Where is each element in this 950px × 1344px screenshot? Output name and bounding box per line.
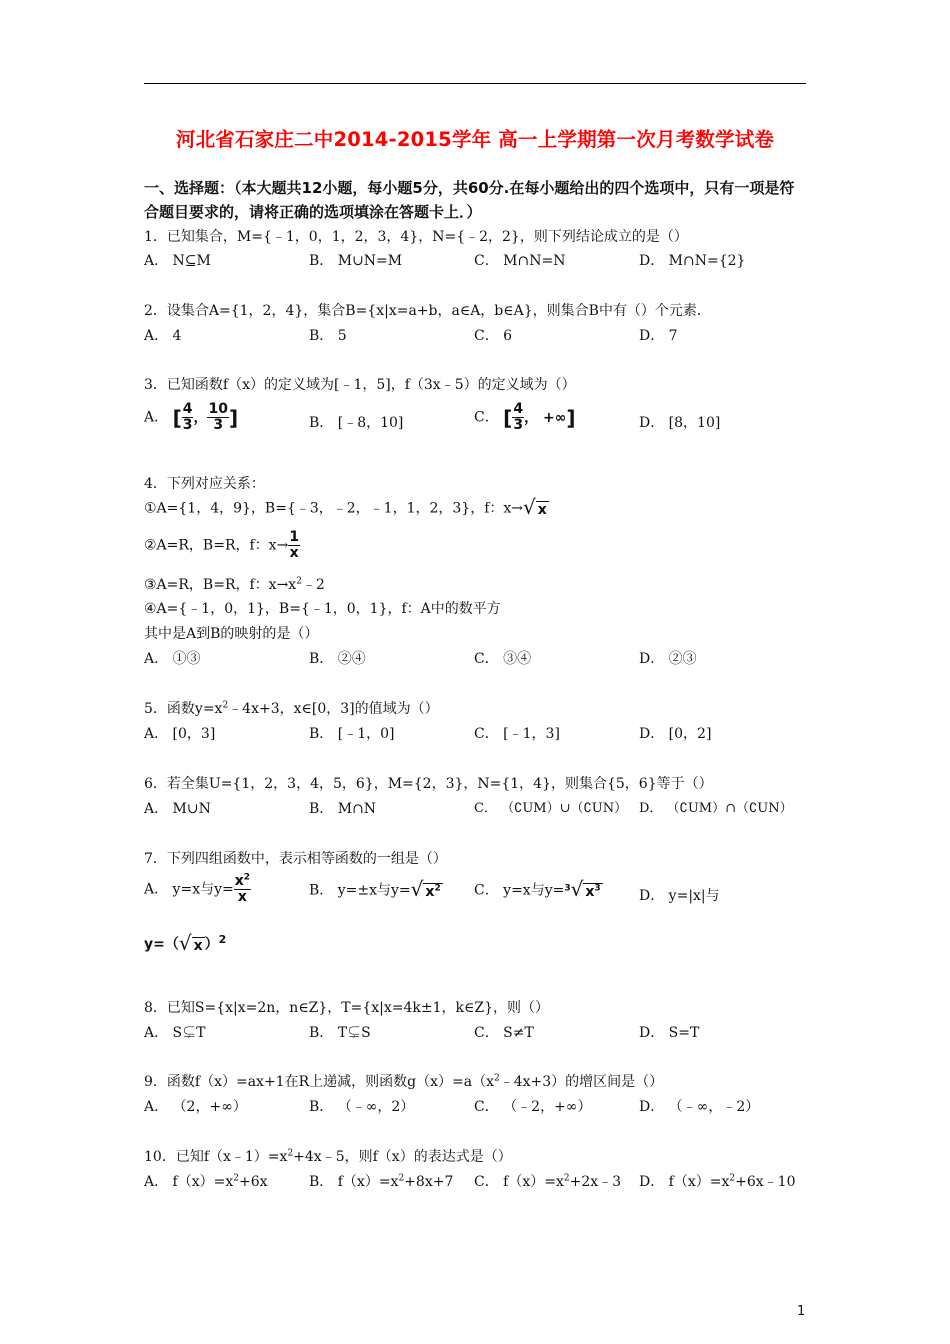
header-rule — [144, 83, 806, 84]
q5-stem: 5．函数$y=x^2﹣4x+3$，x∈[0，3]的值域为（） — [144, 700, 439, 717]
q5-option-c: C． [﹣1，3] — [474, 726, 560, 742]
q4-option-d: D． ②③ — [639, 651, 697, 667]
q7-option-d: D． y=|x|与 — [639, 888, 720, 904]
q5-option-b: B． [﹣1，0] — [309, 726, 395, 742]
q8-stem: 8．已知S={x|x=2n，n∈Z}，T={x|x=4k±1，k∈Z}，则（） — [144, 1000, 550, 1016]
q9-option-c: C． （﹣2，+∞） — [474, 1099, 592, 1115]
q7-option-c: C． y=x与y=$^3$√ $x^3$ — [474, 877, 601, 901]
q8-option-d: D． S=T — [639, 1025, 700, 1041]
sqrt-symbol: √ $x^2$ — [410, 877, 441, 901]
section-heading: 一、选择题：（本大题共12小题，每小题5分，共60分.在每小题给出的四个选项中，只有一项是符合题目要求的，请将正确的选项填涂在答题卡上．） — [144, 179, 795, 221]
q4-stem: 4．下列对应关系： — [144, 476, 265, 492]
q7-option-a-fraction: $\frac{x^2}{x}$ — [234, 872, 251, 905]
q4-item-4: ④A={﹣1，0，1}，B={﹣1，0，1}，f：A中的数平方 — [144, 601, 501, 617]
q10-option-c: C． $f(x)=x^2+2x﹣3$ — [474, 1173, 622, 1190]
q9-option-d: D． （﹣∞，﹣2） — [639, 1099, 760, 1115]
page-title: 河北省石家庄二中2014-2015学年 高一上学期第一次月考数学试卷 — [175, 128, 775, 151]
q2-stem: 2．设集合A={1，2，4}，集合B={x|x=a+b，a∈A，b∈A}，则集合B中有（）个元素． — [144, 303, 711, 319]
q7-option-a: A． y=x与y= $\frac{x^2}{x}$ — [144, 872, 251, 905]
q5-option-a: A． [0，3] — [144, 726, 216, 742]
q2-option-d: D． 7 — [639, 328, 678, 344]
q3-stem: 3．已知函数f（x）的定义域为[﹣1，5]，f（3x﹣5）的定义域为（） — [144, 377, 576, 393]
q4-option-b: B． ②④ — [309, 651, 366, 667]
q3-option-a: A． [ $\frac{4}{3}$ ， $\frac{10}{3}$ ] — [144, 401, 239, 433]
q1-stem: 1．已知集合，M={﹣1，0，1，2，3，4}，N={﹣2，2}，则下列结论成立的是（） — [144, 229, 688, 245]
q10-option-a: A． $f(x)=x^2+6x$ — [144, 1173, 268, 1190]
q1-option-c: C． M∩N=N — [474, 253, 566, 269]
q9-option-a: A． （2，+∞） — [144, 1099, 247, 1115]
q6-option-c: C． （∁UM）∪（∁UN） — [474, 801, 628, 816]
q5-option-d: D． [0，2] — [639, 726, 712, 742]
q1-option-b: B． M∪N=M — [309, 253, 403, 269]
q10-option-d: D． $f(x)=x^2+6x﹣10$ — [639, 1173, 796, 1190]
q4-option-a: A． ①③ — [144, 651, 201, 667]
q9-option-b: B． （﹣∞，2） — [309, 1099, 415, 1115]
q4-option-c: C． ③④ — [474, 651, 532, 667]
q9-stem: 9．函数f（x）=ax+1在R上递减，则函数$g(x)=a(x^2﹣4x+3)$的增区间是（） — [144, 1073, 664, 1090]
q4-ask: 其中是A到B的映射的是（） — [144, 626, 319, 642]
q7-option-d-formula: y=（√ x ）$^2$ — [144, 931, 227, 955]
q10-stem: 10．已知$f(x﹣1)=x^2+4x﹣5$，则f（x）的表达式是（） — [144, 1148, 512, 1165]
sqrt-symbol: √ x — [178, 931, 203, 955]
q2-option-a: A． 4 — [144, 328, 182, 344]
q4-fraction: $\frac{1}{x}$ — [289, 529, 300, 561]
q4-item-3: ③A=R，B=R，f：$x\to x^2﹣2$ — [144, 576, 325, 593]
cube-root-symbol: $^3$√ $x^3$ — [564, 877, 601, 901]
q7-option-b: B． y=±x与y=√ $x^2$ — [309, 877, 441, 901]
q7-stem: 7．下列四组函数中，表示相等函数的一组是（） — [144, 851, 447, 867]
q3-option-b: B． [﹣8，10] — [309, 415, 404, 431]
q8-option-b: B． T⊊S — [309, 1025, 371, 1041]
q4-item-2: ②A=R，B=R，f：x→ $\frac{1}{x}$ — [144, 529, 300, 561]
q3-option-c: C． [ $\frac{4}{3}$ ， +∞] — [474, 401, 576, 433]
q1-option-a: A． N⊆M — [144, 253, 211, 269]
q4-item-1: ①A={1，4，9}，B={﹣3，﹣2，﹣1，1，2，3}，f：x→√ x — [144, 495, 547, 519]
q8-option-c: C． S≠T — [474, 1025, 534, 1041]
q2-option-b: B． 5 — [309, 328, 347, 344]
q6-option-a: A． M∪N — [144, 801, 211, 817]
q2-option-c: C． 6 — [474, 328, 513, 344]
q3-option-c-formula: [ $\frac{4}{3}$ ， +∞] — [503, 401, 576, 433]
q8-option-a: A． S⊊T — [144, 1025, 206, 1041]
sqrt-symbol: √ x — [523, 495, 547, 519]
page-number: 1 — [797, 1304, 806, 1319]
q6-stem: 6．若全集U={1，2，3，4，5，6}，M={2，3}，N={1，4}，则集合{5，6}等于（） — [144, 776, 713, 792]
q6-option-b: B． M∩N — [309, 801, 377, 817]
q3-option-a-formula: [ $\frac{4}{3}$ ， $\frac{10}{3}$ ] — [172, 401, 239, 433]
q3-option-d: D． [8，10] — [639, 415, 721, 431]
q1-option-d: D． M∩N={2} — [639, 253, 746, 269]
q6-option-d: D． （∁UM）∩（∁UN） — [639, 801, 793, 816]
q10-option-b: B． $f(x)=x^2+8x+7$ — [309, 1173, 454, 1190]
